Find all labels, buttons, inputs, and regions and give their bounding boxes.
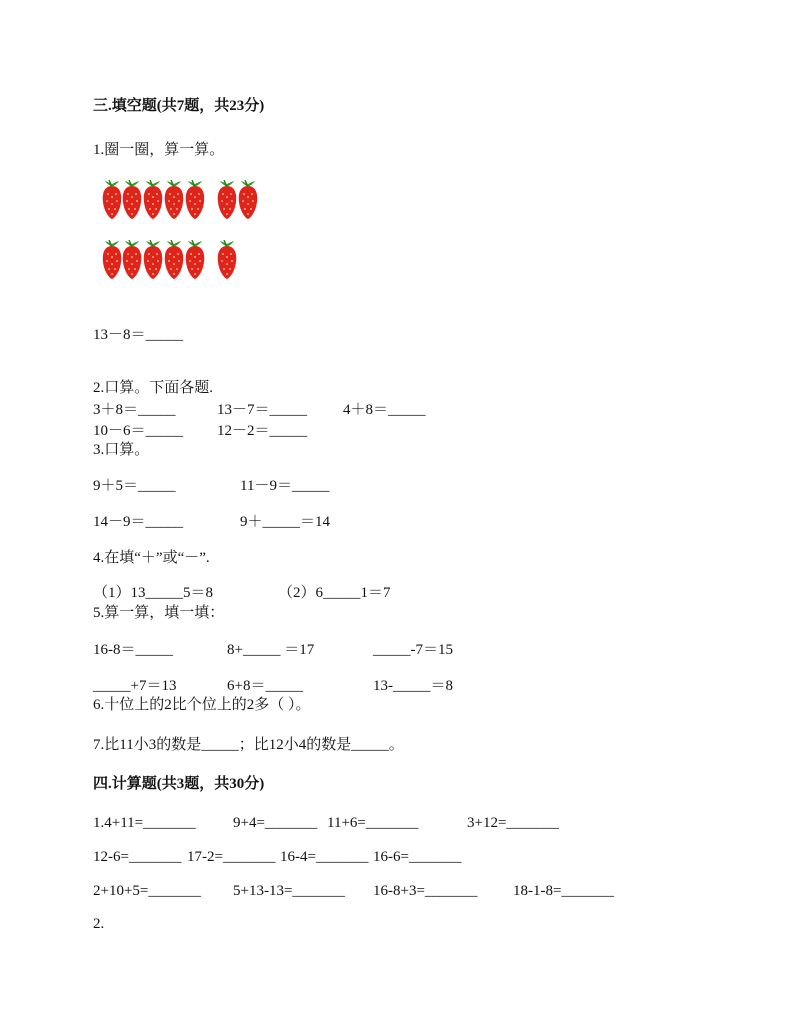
strawberry-row-1 bbox=[101, 180, 271, 222]
strawberry-icon bbox=[142, 180, 164, 220]
q6-text: 6.十位上的2比个位上的2多（ ）。 bbox=[93, 697, 311, 713]
calc-r2d: 16-6=_______ bbox=[373, 849, 462, 865]
q4-p2: （2）6_____1＝7 bbox=[278, 585, 391, 601]
q5-r1b: 8+_____ ＝17 bbox=[227, 642, 315, 658]
strawberry-icon bbox=[237, 180, 259, 220]
calc-r3d: 18-1-8=_______ bbox=[513, 883, 614, 899]
q2-prompt: 2.口算。下面各题. bbox=[93, 380, 214, 396]
q5-r1a: 16-8＝_____ bbox=[93, 642, 173, 658]
q3-r1b: 11－9＝_____ bbox=[240, 478, 330, 494]
strawberry-icon bbox=[216, 240, 238, 280]
calc-r3a: 2+10+5=_______ bbox=[93, 883, 201, 899]
q2-r1b: 13－7＝_____ bbox=[217, 402, 308, 418]
strawberry-icon bbox=[121, 180, 143, 220]
section-4-heading: 四.计算题(共3题，共30分) bbox=[93, 776, 265, 792]
strawberry-icon bbox=[101, 180, 123, 220]
strawberry-icon bbox=[163, 180, 185, 220]
q5-r1c: _____-7＝15 bbox=[373, 642, 453, 658]
calc-r1b: 9+4=_______ bbox=[233, 815, 318, 831]
q4-prompt: 4.在填“＋”或“－”. bbox=[93, 550, 210, 566]
q3-r1a: 9＋5＝_____ bbox=[93, 478, 176, 494]
q5-r2b: 6+8＝_____ bbox=[227, 678, 303, 694]
calc-r3b: 5+13-13=_______ bbox=[233, 883, 345, 899]
q2-r1a: 3＋8＝_____ bbox=[93, 402, 176, 418]
q2-r2b: 12－2＝_____ bbox=[217, 423, 308, 439]
strawberry-icon bbox=[184, 240, 206, 280]
section-3-heading: 三.填空题(共7题，共23分) bbox=[93, 98, 265, 114]
q3-r2a: 14－9＝_____ bbox=[93, 514, 184, 530]
calc-r2c: 16-4=_______ bbox=[280, 849, 369, 865]
q3-prompt: 3.口算。 bbox=[93, 442, 150, 458]
q1-answer: 13－8＝_____ bbox=[93, 327, 184, 343]
q3-r2b: 9＋_____＝14 bbox=[240, 514, 331, 530]
q5-r2c: 13-_____＝8 bbox=[373, 678, 453, 694]
q5-r2a: _____+7＝13 bbox=[93, 678, 177, 694]
q2-r2a: 10－6＝_____ bbox=[93, 423, 184, 439]
q4-p1: （1）13_____5＝8 bbox=[93, 585, 214, 601]
strawberry-icon bbox=[142, 240, 164, 280]
strawberry-icon bbox=[163, 240, 185, 280]
calc-r2a: 12-6=_______ bbox=[93, 849, 182, 865]
calc-q2-label: 2. bbox=[93, 916, 105, 932]
strawberry-row-2 bbox=[101, 240, 241, 282]
calc-r1d: 3+12=_______ bbox=[467, 815, 559, 831]
calc-r2b: 17-2=_______ bbox=[187, 849, 276, 865]
calc-r1a: 1.4+11=_______ bbox=[93, 815, 196, 831]
calc-r1c: 11+6=_______ bbox=[327, 815, 419, 831]
q2-r1c: 4＋8＝_____ bbox=[343, 402, 426, 418]
strawberry-icon bbox=[184, 180, 206, 220]
q5-prompt: 5.算一算，填一填： bbox=[93, 605, 225, 621]
q7-text: 7.比11小3的数是_____；比12小4的数是_____。 bbox=[93, 737, 404, 753]
strawberry-icon bbox=[121, 240, 143, 280]
strawberry-icon bbox=[101, 240, 123, 280]
q1-prompt: 1.圈一圈，算一算。 bbox=[93, 142, 225, 158]
strawberry-icon bbox=[216, 180, 238, 220]
calc-r3c: 16-8+3=_______ bbox=[373, 883, 478, 899]
